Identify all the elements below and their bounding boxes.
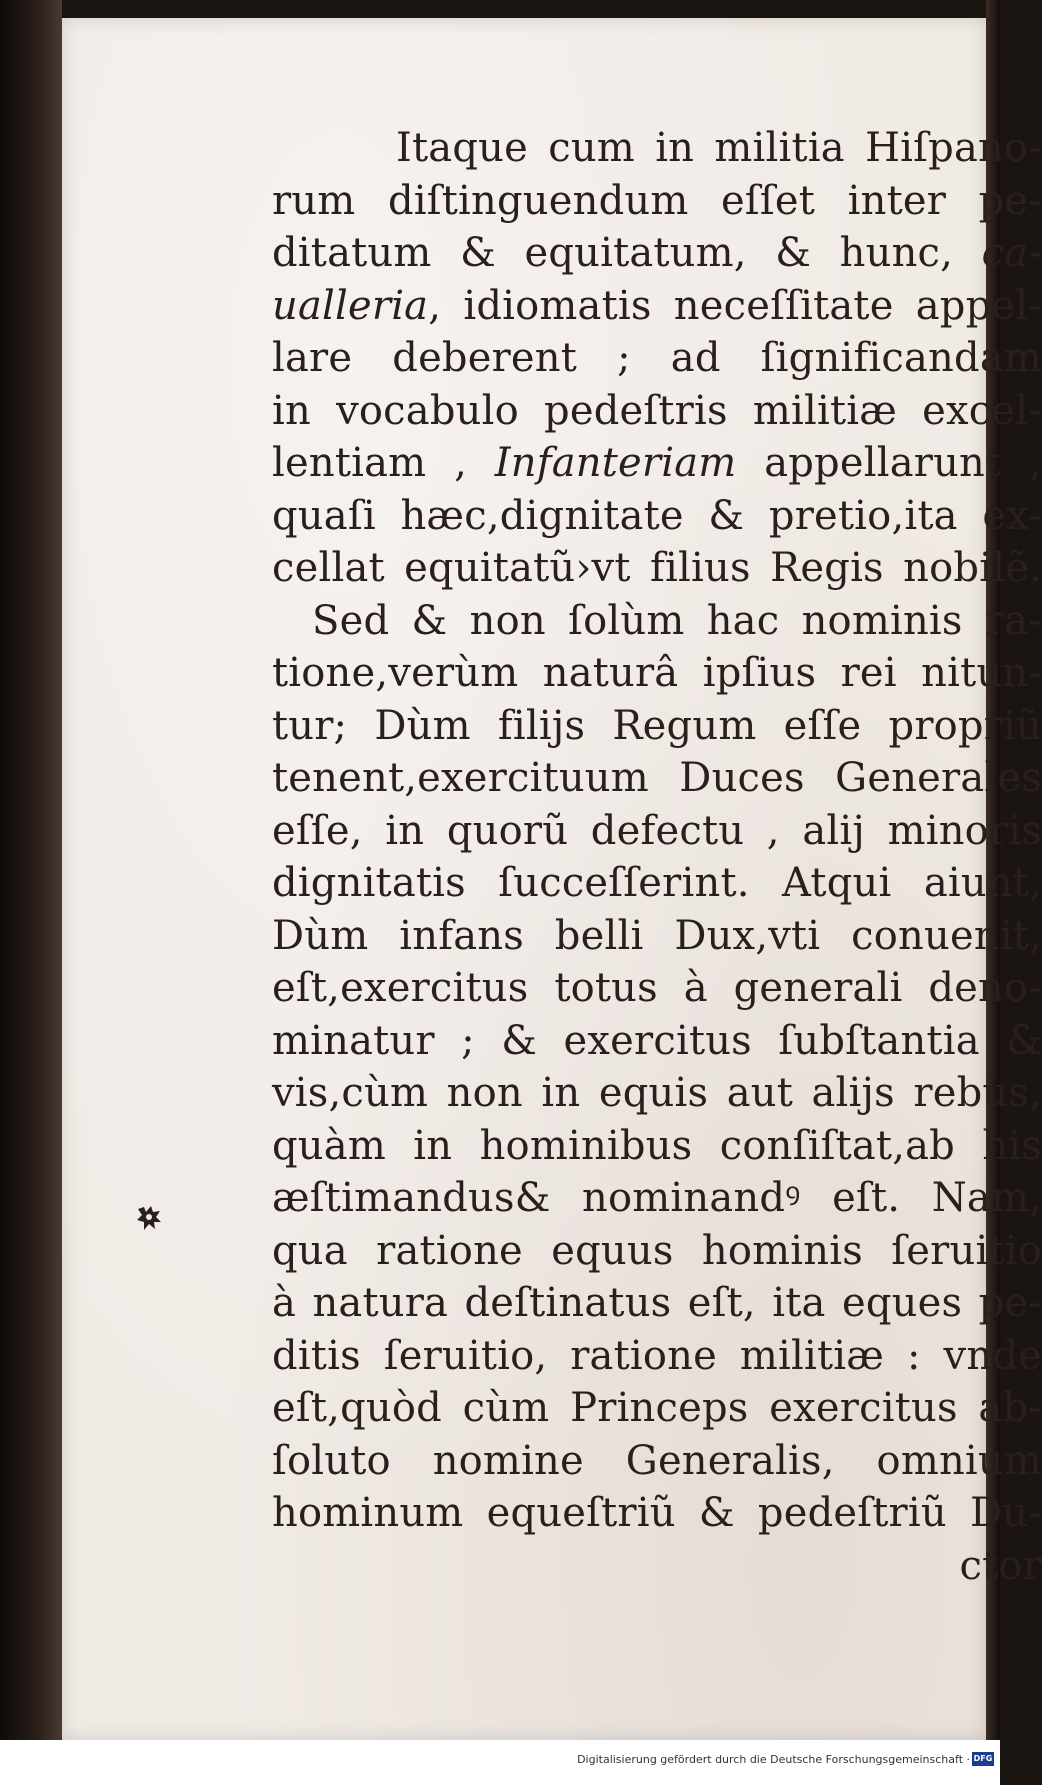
text-line — [272, 1015, 1042, 1068]
text-line — [272, 227, 1042, 280]
text-line — [272, 1382, 1042, 1435]
digitization-credit: Digitalisierung gefördert durch die Deutsche Forschungsgemeinschaft · — [577, 1753, 970, 1766]
line-text: in vocabulo pedeſtris militiæ excel- — [272, 387, 1042, 434]
line-text: dignitatis ſucceſſerint. Atqui aiunt, — [272, 860, 1042, 906]
line-text: Dùm infans belli Dux,vti conuenit, — [272, 912, 1042, 959]
line-text: appellarunt , — [736, 440, 1042, 486]
line-text: ditis ſeruitio, ratione militiæ : vnde — [272, 1332, 1042, 1379]
line-text: , idiomatis neceſſitate appel- — [428, 282, 1042, 329]
text-line — [272, 857, 1042, 910]
line-italic-text: ualleria — [272, 282, 429, 329]
line-italic-text: ca- — [981, 230, 1042, 276]
line-text: eſſe, in quorũ defectu , alij minoris — [272, 807, 1042, 854]
line-text: vis,cùm non in equis aut alijs rebus, — [272, 1070, 1042, 1116]
text-line — [272, 280, 1042, 333]
line-text: quàm in hominibus conſiſtat,ab his — [272, 1122, 1042, 1169]
line-text: Itaque cum in militia Hiſpano- — [396, 125, 1042, 171]
line-text: ctor — [959, 1542, 1042, 1589]
text-line — [272, 1067, 1042, 1120]
page-text — [272, 122, 1042, 1592]
text-line — [272, 805, 1042, 858]
text-line — [272, 1120, 1042, 1173]
text-line — [272, 490, 1042, 543]
line-text: qua ratione equus hominis ſeruitio — [272, 1227, 1042, 1274]
text-line — [272, 647, 1042, 700]
text-line — [272, 542, 1042, 595]
text-line — [272, 1487, 1042, 1540]
line-text: hominum equeſtriũ & pedeſtriũ Du- — [272, 1490, 1042, 1536]
line-text: lare deberent ; ad ſignificandam — [272, 335, 1042, 381]
line-text: cellat equitatũ›vt filius Regis nobilẽ. — [272, 545, 1042, 591]
line-text: rum diſtinguendum eſſet inter pe- — [272, 177, 1042, 224]
text-line — [272, 1330, 1042, 1383]
text-line — [272, 700, 1042, 753]
text-line — [272, 175, 1042, 228]
catchword — [272, 1540, 1042, 1593]
line-text: ſoluto nomine Generalis, omnium — [272, 1437, 1042, 1484]
text-line — [272, 962, 1042, 1015]
line-text: tenent,exercituum Duces Generales — [272, 755, 1042, 801]
text-line — [272, 1172, 1042, 1225]
text-line — [272, 122, 1042, 175]
text-line — [272, 1277, 1042, 1330]
line-text: tur; Dùm filijs Regum eſſe propriũ — [272, 702, 1042, 749]
text-line — [272, 385, 1042, 438]
text-line — [272, 595, 1042, 648]
line-text: quaſi hæc,dignitate & pretio,ita ex- — [272, 492, 1042, 539]
printer-ornament-icon — [134, 1203, 164, 1233]
line-text: ditatum & equitatum, & hunc, — [272, 230, 982, 276]
line-text: lentiam , — [272, 440, 495, 486]
digitization-footer — [0, 1740, 1000, 1785]
line-text: Sed & non ſolùm hac nominis ra- — [312, 597, 1042, 644]
text-line — [272, 332, 1042, 385]
line-text: eſt,quòd cùm Princeps exercitus ab- — [272, 1385, 1042, 1431]
text-line — [272, 1435, 1042, 1488]
text-line — [272, 910, 1042, 963]
book-page — [62, 18, 1042, 1740]
line-italic-text: Infanteriam — [494, 440, 737, 486]
book-binding-edge — [0, 0, 62, 1785]
text-line — [272, 1225, 1042, 1278]
line-text: à natura deſtinatus eſt, ita eques pe- — [272, 1280, 1042, 1326]
text-line — [272, 437, 1042, 490]
line-text: æſtimandus& nominandꝰ eſt. Nam, — [272, 1175, 1042, 1221]
dfg-logo: DFG — [972, 1752, 994, 1766]
line-text: eſt,exercitus totus à generali deno- — [272, 965, 1042, 1011]
text-line — [272, 752, 1042, 805]
line-text: minatur ; & exercitus ſubſtantia & — [272, 1017, 1042, 1064]
line-text: tione,verùm naturâ ipſius rei nitun- — [272, 650, 1042, 696]
